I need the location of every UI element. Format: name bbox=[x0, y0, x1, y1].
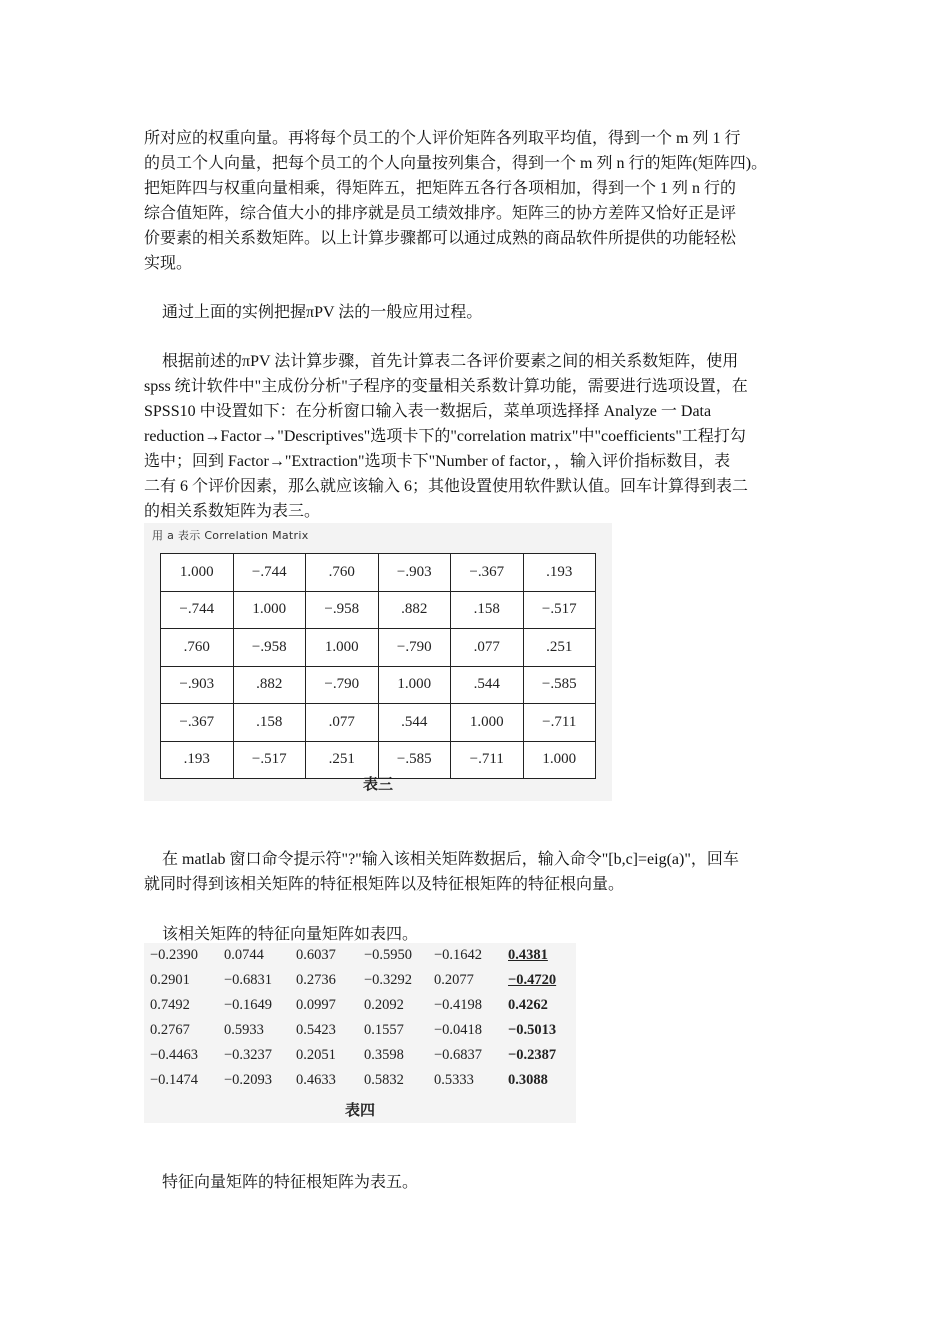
matrix-cell: 0.3598 bbox=[364, 1047, 404, 1063]
text-line: 综合值矩阵，综合值大小的排序就是员工绩效排序。矩阵三的协方差阵又恰好正是评 bbox=[144, 205, 737, 222]
table-cell: −.585 bbox=[378, 741, 451, 779]
table-cell: −.903 bbox=[161, 666, 234, 704]
table-cell: −.585 bbox=[523, 666, 596, 704]
eigenvector-matrix-image bbox=[144, 943, 576, 1123]
matrix-cell: −0.6831 bbox=[224, 972, 273, 988]
matrix-cell: 0.2767 bbox=[150, 1022, 190, 1038]
matrix-cell: 0.2736 bbox=[296, 972, 336, 988]
matrix-cell: −0.4463 bbox=[150, 1047, 199, 1063]
table-cell: −.958 bbox=[306, 591, 379, 629]
table-label: 表四 bbox=[344, 1101, 375, 1119]
paragraph-eigenvalue-intro bbox=[144, 1170, 842, 1195]
text-line: 的员工个人向量，把每个员工的个人向量按列集合，得到一个 m 列 n 行的矩阵(矩阵四)。 bbox=[144, 155, 768, 172]
matrix-cell: 0.2051 bbox=[296, 1047, 336, 1063]
table-cell: −.744 bbox=[161, 591, 234, 629]
matrix-cell: 0.3088 bbox=[508, 1072, 548, 1088]
table-label: 表三 bbox=[362, 775, 393, 793]
table-cell: .077 bbox=[451, 629, 524, 667]
text-line: 所对应的权重向量。再将每个员工的个人评价矩阵各列取平均值，得到一个 m 列 1 行 bbox=[144, 130, 741, 147]
matrix-cell: 0.6037 bbox=[296, 947, 336, 963]
table-cell: .077 bbox=[306, 704, 379, 742]
table-cell: .193 bbox=[161, 741, 234, 779]
table-cell: −.744 bbox=[233, 554, 306, 592]
correlation-matrix-table bbox=[160, 553, 596, 779]
table-cell: .882 bbox=[378, 591, 451, 629]
table-row bbox=[161, 629, 596, 667]
text-line: 二有 6 个评价因素，那么就应该输入 6；其他设置使用软件默认值。回车计算得到表二 bbox=[144, 478, 749, 495]
text-line: spss 统计软件中"主成份分析"子程序的变量相关系数计算功能，需要进行选项设置，在 bbox=[144, 378, 748, 395]
table-cell: .251 bbox=[306, 741, 379, 779]
matrix-cell: −0.4720 bbox=[508, 972, 557, 988]
matrix-cell: −0.2093 bbox=[224, 1072, 273, 1088]
table-cell: −.790 bbox=[306, 666, 379, 704]
matrix-cell: 0.5933 bbox=[224, 1022, 264, 1038]
table-caption: 用 a 表示 Correlation Matrix bbox=[152, 529, 309, 542]
matrix-cell: −0.6837 bbox=[434, 1047, 483, 1063]
paragraph-weights bbox=[144, 126, 824, 276]
table-row bbox=[161, 591, 596, 629]
table-cell: 1.000 bbox=[161, 554, 234, 592]
matrix-cell: 0.2901 bbox=[150, 972, 190, 988]
text-line: reduction→Factor→"Descriptives"选项卡下的"correlation matrix"中"coefficients"工程打勾 bbox=[144, 428, 746, 445]
table-cell: .882 bbox=[233, 666, 306, 704]
matrix-cell: −0.5950 bbox=[364, 947, 413, 963]
table-cell: 1.000 bbox=[523, 741, 596, 779]
table-cell: −.367 bbox=[451, 554, 524, 592]
matrix-cell: −0.1649 bbox=[224, 997, 273, 1013]
matrix-cell: −0.1642 bbox=[434, 947, 483, 963]
paragraph-spss-steps bbox=[144, 349, 824, 524]
text-line: 该相关矩阵的特征向量矩阵如表四。 bbox=[162, 926, 419, 943]
table-cell: 1.000 bbox=[233, 591, 306, 629]
text-line: 特征向量矩阵的特征根矩阵为表五。 bbox=[162, 1174, 419, 1191]
text-line: 实现。 bbox=[144, 255, 193, 272]
text-line: SPSS10 中设置如下：在分析窗口输入表一数据后，菜单项选择择 Analyze 一 Data bbox=[144, 403, 712, 420]
table-row bbox=[161, 704, 596, 742]
matrix-cell: −0.0418 bbox=[434, 1022, 483, 1038]
matrix-cell: −0.5013 bbox=[508, 1022, 557, 1038]
text-line: 就同时得到该相关矩阵的特征根矩阵以及特征根矩阵的特征根向量。 bbox=[144, 876, 625, 893]
matrix-cell: 0.2092 bbox=[364, 997, 404, 1013]
table-cell: .158 bbox=[451, 591, 524, 629]
text-line: 根据前述的πPV 法计算步骤，首先计算表二各评价要素之间的相关系数矩阵，使用 bbox=[162, 353, 739, 370]
correlation-matrix-table-image bbox=[144, 523, 612, 801]
table-cell: .158 bbox=[233, 704, 306, 742]
table-cell: .544 bbox=[451, 666, 524, 704]
matrix-cell: 0.4381 bbox=[508, 947, 548, 963]
matrix-cell: −0.2387 bbox=[508, 1047, 557, 1063]
matrix-cell: 0.5333 bbox=[434, 1072, 474, 1088]
table-cell: 1.000 bbox=[451, 704, 524, 742]
table-cell: .251 bbox=[523, 629, 596, 667]
table-cell: −.711 bbox=[523, 704, 596, 742]
table-cell: −.367 bbox=[161, 704, 234, 742]
matrix-cell: 0.0997 bbox=[296, 997, 336, 1013]
table-cell: −.903 bbox=[378, 554, 451, 592]
table-cell: −.517 bbox=[523, 591, 596, 629]
matrix-cell: −0.2390 bbox=[150, 947, 199, 963]
table-row bbox=[161, 666, 596, 704]
matrix-cell: −0.3292 bbox=[364, 972, 413, 988]
table-cell: .193 bbox=[523, 554, 596, 592]
table-cell: 1.000 bbox=[378, 666, 451, 704]
table-cell: −.711 bbox=[451, 741, 524, 779]
matrix-cell: 0.0744 bbox=[224, 947, 264, 963]
matrix-cell: −0.4198 bbox=[434, 997, 483, 1013]
table-cell: −.958 bbox=[233, 629, 306, 667]
matrix-cell: 0.4262 bbox=[508, 997, 548, 1013]
table-cell: 1.000 bbox=[306, 629, 379, 667]
matrix-cell: 0.1557 bbox=[364, 1022, 404, 1038]
table-row bbox=[161, 554, 596, 592]
matrix-cell: 0.4633 bbox=[296, 1072, 336, 1088]
matrix-cell: −0.3237 bbox=[224, 1047, 273, 1063]
text-line: 通过上面的实例把握πPV 法的一般应用过程。 bbox=[162, 304, 483, 321]
text-line: 在 matlab 窗口命令提示符"?"输入该相关矩阵数据后，输入命令"[b,c]=eig(a)"，回车 bbox=[162, 851, 739, 868]
matrix-cell: 0.2077 bbox=[434, 972, 474, 988]
matrix-cell: −0.1474 bbox=[150, 1072, 199, 1088]
table-cell: .760 bbox=[161, 629, 234, 667]
paragraph-example bbox=[144, 300, 842, 325]
matrix-cell: 0.5423 bbox=[296, 1022, 336, 1038]
matrix-cell: 0.5832 bbox=[364, 1072, 404, 1088]
text-line: 的相关系数矩阵为表三。 bbox=[144, 503, 321, 520]
table-cell: −.790 bbox=[378, 629, 451, 667]
table-cell: −.517 bbox=[233, 741, 306, 779]
text-line: 价要素的相关系数矩阵。以上计算步骤都可以通过成熟的商品软件所提供的功能轻松 bbox=[144, 230, 737, 247]
paragraph-matlab bbox=[144, 847, 842, 897]
text-line: 把矩阵四与权重向量相乘，得矩阵五，把矩阵五各行各项相加，得到一个 1 列 n 行的 bbox=[144, 180, 737, 197]
table-cell: .544 bbox=[378, 704, 451, 742]
table-cell: .760 bbox=[306, 554, 379, 592]
matrix-cell: 0.7492 bbox=[150, 997, 190, 1013]
text-line: 选中；回到 Factor→"Extraction"选项卡下"Number of factor，，输入评价指标数目，表 bbox=[144, 453, 731, 470]
